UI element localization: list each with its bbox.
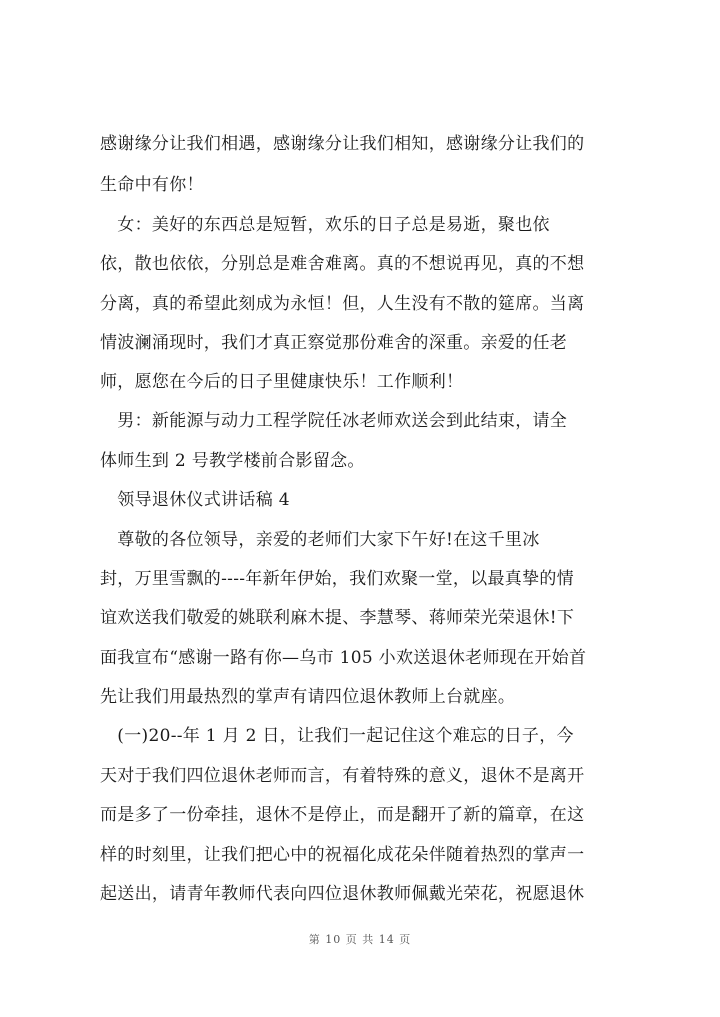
text-line: 情波澜涌现时，我们才真正察觉那份难舍的深重。亲爱的任老 bbox=[100, 333, 568, 353]
text-line: 感谢缘分让我们相遇，感谢缘分让我们相知，感谢缘分让我们的 bbox=[100, 134, 585, 154]
text-line: 先让我们用最热烈的掌声有请四位退休教师上台就座。 bbox=[100, 687, 516, 707]
text-line: 样的时刻里，让我们把心中的祝福化成花朵伴随着热烈的掌声一 bbox=[100, 845, 585, 865]
text-line: 依，散也依依，分别总是难舍难离。真的不想说再见，真的不想 bbox=[100, 254, 585, 274]
text-line: 女：美好的东西总是短暂，欢乐的日子总是易逝，聚也依 bbox=[100, 215, 550, 235]
text-line: 面我宣布“感谢一路有你—乌市 105 小欢送退休老师现在开始首 bbox=[100, 648, 587, 668]
text-line: (一)20--年 1 月 2 日，让我们一起记住这个难忘的日子，今 bbox=[100, 726, 574, 746]
text-line: 起送出，请青年教师代表向四位退休教师佩戴光荣花，祝愿退休 bbox=[100, 884, 585, 904]
section-heading: 领导退休仪式讲话稿 4 bbox=[100, 490, 290, 510]
text-line: 封，万里雪飘的----年新年伊始，我们欢聚一堂，以最真挚的情 bbox=[100, 569, 574, 589]
text-line: 体师生到 2 号教学楼前合影留念。 bbox=[100, 451, 365, 471]
text-line: 男：新能源与动力工程学院任冰老师欢送会到此结束，请全 bbox=[100, 411, 568, 431]
text-line: 师，愿您在今后的日子里健康快乐！工作顺利！ bbox=[100, 372, 464, 392]
page-number-footer: 第 10 页 共 14 页 bbox=[308, 933, 412, 946]
text-line: 谊欢送我们敬爱的姚联利麻木提、李慧琴、蒋师荣光荣退休!下 bbox=[100, 608, 575, 628]
text-line: 分离，真的希望此刻成为永恒！但，人生没有不散的筵席。当离 bbox=[100, 294, 585, 314]
text-line: 而是多了一份牵挂，退休不是停止，而是翻开了新的篇章，在这 bbox=[100, 805, 585, 825]
text-line: 尊敬的各位领导，亲爱的老师们大家下午好!在这千里冰 bbox=[100, 530, 540, 550]
text-line: 生命中有你！ bbox=[100, 175, 204, 195]
text-line: 天对于我们四位退休老师而言，有着特殊的意义，退休不是离开 bbox=[100, 766, 585, 786]
